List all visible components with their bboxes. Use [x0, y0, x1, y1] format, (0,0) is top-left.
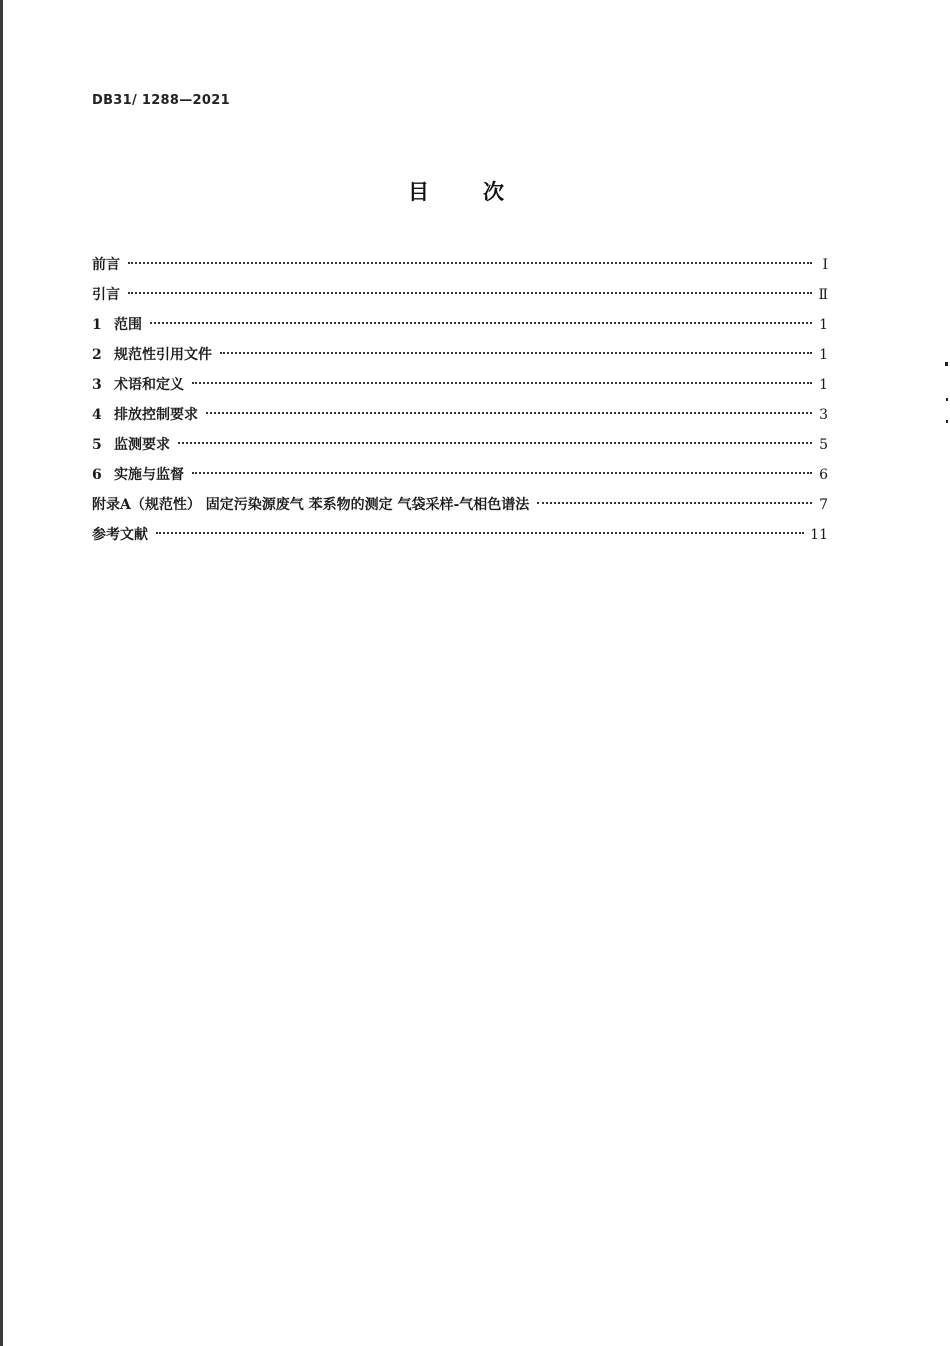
toc-page-number: 7	[819, 497, 828, 513]
toc-page-number: Ⅱ	[818, 287, 828, 303]
toc-label: 排放控制要求	[114, 407, 198, 423]
toc-section-number: 6	[92, 467, 102, 483]
toc-leader-dots	[220, 351, 812, 354]
toc-label: 实施与监督	[114, 467, 184, 483]
toc-item-appendix-a[interactable]	[92, 494, 828, 524]
toc-label: 范围	[114, 317, 142, 333]
toc-page-number: 6	[819, 467, 828, 483]
toc-section-number: 2	[92, 347, 102, 363]
toc-section-number: 3	[92, 377, 102, 393]
edge-scan-mark	[946, 420, 948, 423]
toc-page-number: 11	[810, 527, 828, 543]
toc-page-number: 3	[819, 407, 828, 423]
edge-scan-mark	[946, 398, 948, 401]
page-title: 目次	[408, 179, 558, 204]
toc-item-bibliography[interactable]	[92, 524, 828, 554]
toc-section-number: 5	[92, 437, 102, 453]
table-of-contents	[92, 254, 828, 554]
toc-label: 监测要求	[114, 437, 170, 453]
toc-leader-dots	[150, 321, 812, 324]
toc-item-normative-references[interactable]	[92, 344, 828, 374]
toc-leader-dots	[128, 291, 812, 294]
toc-section-number: 1	[92, 317, 102, 333]
toc-label: 引言	[92, 287, 120, 303]
toc-page-number: 5	[819, 437, 828, 453]
toc-label: 附录A（规范性） 固定污染源废气 苯系物的测定 气袋采样-气相色谱法	[92, 497, 530, 513]
toc-leader-dots	[192, 381, 812, 384]
toc-leader-dots	[128, 261, 812, 264]
toc-leader-dots	[537, 501, 812, 504]
toc-item-introduction[interactable]	[92, 284, 828, 314]
toc-item-emission-control[interactable]	[92, 404, 828, 434]
document-code: DB31/ 1288—2021	[92, 93, 230, 108]
toc-label: 参考文献	[92, 527, 148, 543]
toc-section-number: 4	[92, 407, 102, 423]
page-left-border	[0, 0, 3, 1346]
toc-page-number: 1	[819, 377, 828, 393]
toc-item-terms-definitions[interactable]	[92, 374, 828, 404]
toc-leader-dots	[206, 411, 812, 414]
toc-item-monitoring[interactable]	[92, 434, 828, 464]
toc-item-foreword[interactable]	[92, 254, 828, 284]
toc-item-implementation[interactable]	[92, 464, 828, 494]
toc-label: 前言	[92, 257, 120, 273]
toc-leader-dots	[192, 471, 812, 474]
toc-page-number: 1	[819, 317, 828, 333]
toc-leader-dots	[178, 441, 812, 444]
toc-item-scope[interactable]	[92, 314, 828, 344]
toc-leader-dots	[156, 531, 804, 534]
toc-label: 规范性引用文件	[114, 347, 212, 363]
edge-scan-mark	[945, 362, 948, 366]
toc-page-number: 1	[819, 347, 828, 363]
toc-label: 术语和定义	[114, 377, 184, 393]
toc-page-number: Ⅰ	[822, 257, 828, 273]
